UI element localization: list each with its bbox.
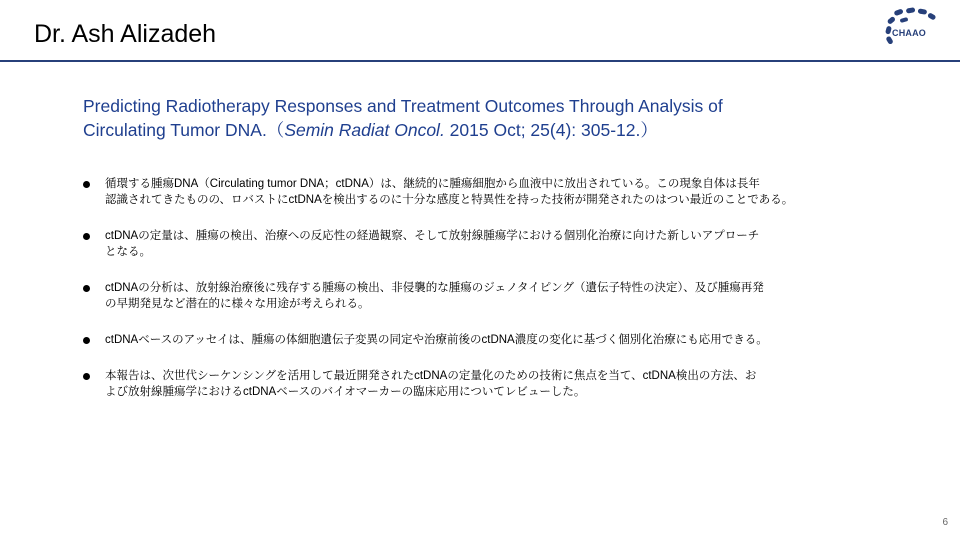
page-number: 6 xyxy=(942,517,948,528)
bullet-item xyxy=(83,368,883,400)
bullet-item xyxy=(83,228,883,260)
bullet-text-line: ctDNAの分析は、放射線治療後に残存する腫瘍の検出、非侵襲的な腫瘍のジェノタイピング（遺伝子特性の決定）、及び腫瘍再発 xyxy=(105,282,764,294)
bullet-text-line: よび放射線腫瘍学におけるctDNAベースのバイオマーカーの臨床応用についてレビューした。 xyxy=(105,386,586,398)
bullet-text-line: 循環する腫瘍DNA（Circulating tumor DNA；ctDNA）は、継続的に腫瘍細胞から血液中に放出されている。この現象自体は長年 xyxy=(105,178,760,190)
bullet-dot-icon xyxy=(83,285,90,292)
title-divider xyxy=(0,60,960,62)
journal-name: Semin Radiat Oncol. xyxy=(284,120,445,140)
bullet-text-line: ctDNAベースのアッセイは、腫瘍の体細胞遺伝子変異の同定や治療前後のctDNA濃度の変化に基づく個別化治療にも応用できる。 xyxy=(105,334,768,346)
bullet-dot-icon xyxy=(83,181,90,188)
bullet-dot-icon xyxy=(83,373,90,380)
bullet-dot-icon xyxy=(83,337,90,344)
bullet-text-line: 本報告は、次世代シーケンシングを活用して最近開発されたctDNAの定量化のための技術に焦点を当て、ctDNA検出の方法、お xyxy=(105,370,757,382)
heading-line2-title: Circulating Tumor DNA.（ xyxy=(83,120,285,140)
bullet-text-line: ctDNAの定量は、腫瘍の検出、治療への反応性の経過観察、そして放射線腫瘍学における個別化治療に向けた新しいアプローチ xyxy=(105,230,760,242)
bullet-text-line: の早期発見など潜在的に様々な用途が考えられる。 xyxy=(105,298,370,310)
bullet-text-line: となる。 xyxy=(105,246,151,258)
bullet-dot-icon xyxy=(83,233,90,240)
bullet-item xyxy=(83,332,883,348)
summary-bullet-list xyxy=(83,176,883,420)
bullet-item xyxy=(83,176,883,208)
chaao-logo xyxy=(880,6,942,50)
citation-details: 2015 Oct; 25(4): 305-12.） xyxy=(444,120,658,140)
heading-line1: Predicting Radiotherapy Responses and Treatment Outcomes Through Analysis of xyxy=(83,96,723,116)
paper-heading xyxy=(83,94,883,142)
bullet-text-line: 認識されてきたものの、ロバストにctDNAを検出するのに十分な感度と特異性を持った技術が開発されたのはつい最近のことである。 xyxy=(105,194,794,206)
slide-title: Dr. Ash Alizadeh xyxy=(34,20,217,48)
bullet-item xyxy=(83,280,883,312)
logo-text: CHAAO xyxy=(892,28,926,38)
